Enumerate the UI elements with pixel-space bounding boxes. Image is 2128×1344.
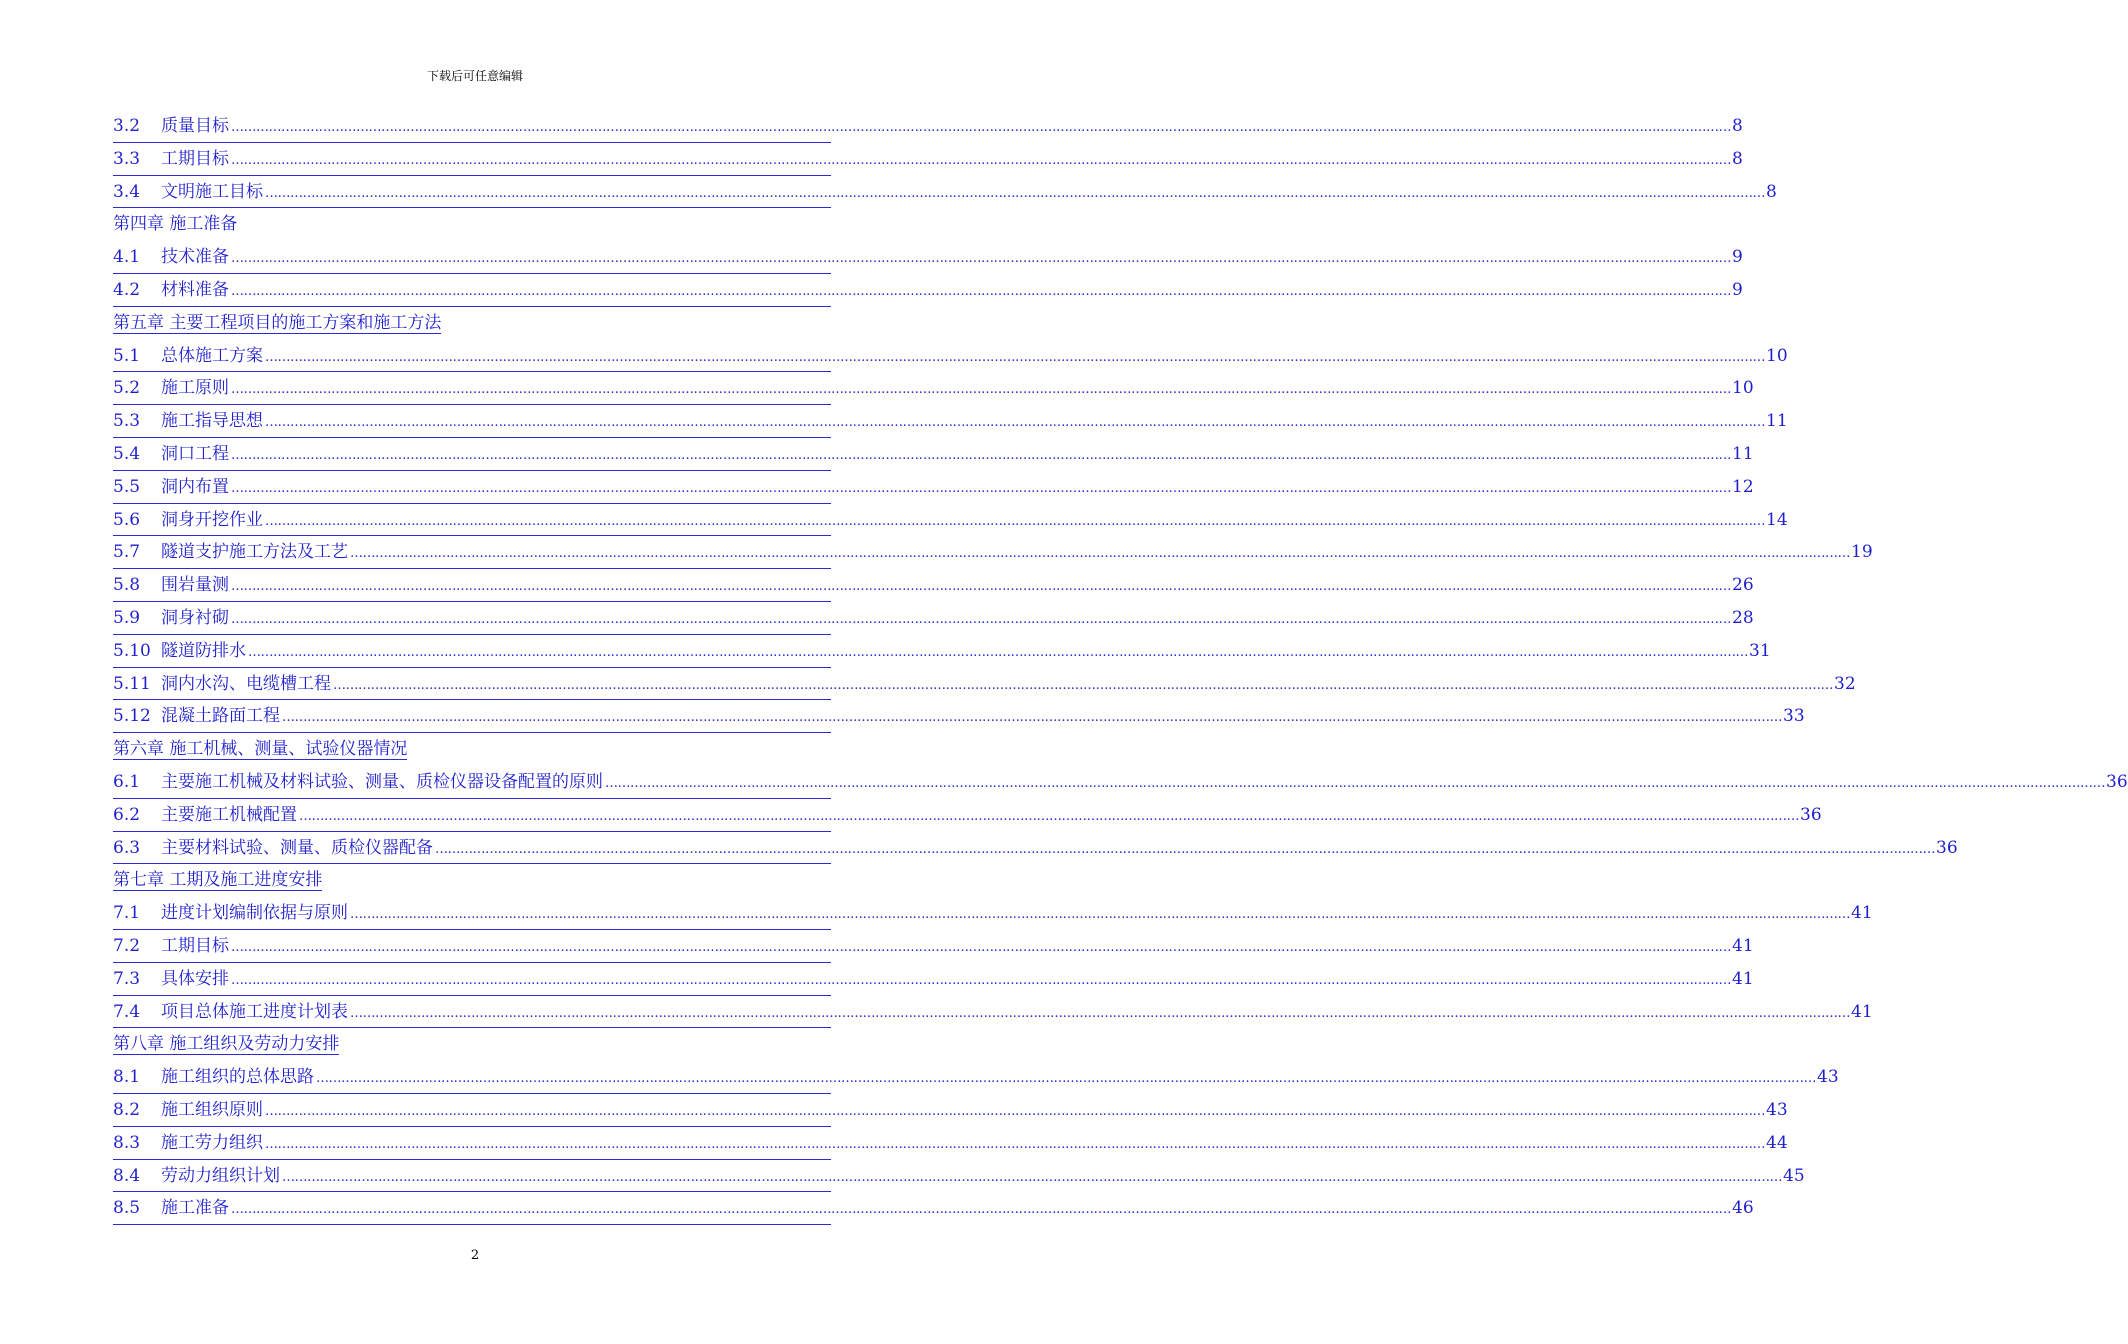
table-of-contents: [113, 110, 2128, 1225]
dot-leader: ………………………………………………………………………………………………………………………………………………………………………………………………………………………………………………………………………………………………………………………………: [350, 546, 1850, 562]
section-number: 4.2: [113, 279, 141, 300]
toc-chapter-heading[interactable]: [113, 733, 831, 766]
chapter-title: 第八章 施工组织及劳动力安排: [113, 1034, 340, 1055]
section-number: 8.1: [113, 1067, 141, 1088]
section-number: 3.3: [113, 148, 141, 169]
page-ref: 36: [2106, 771, 2128, 792]
toc-entry-link[interactable]: [113, 635, 1771, 668]
dot-leader: ………………………………………………………………………………………………………………………………………………………………………………………………………………………………………………………………………………………………………………………………: [231, 152, 1731, 168]
section-title: 主要施工机械及材料试验、测量、质检仪器设备配置的原则: [161, 771, 603, 792]
toc-entry-link[interactable]: [113, 241, 1743, 274]
dot-leader: ………………………………………………………………………………………………………………………………………………………………………………………………………………………………………………………………………………………………………………………………: [299, 808, 1799, 824]
toc-entry-link[interactable]: [113, 700, 1805, 733]
toc-entry-link[interactable]: [113, 504, 1788, 537]
dot-leader: ………………………………………………………………………………………………………………………………………………………………………………………………………………………………………………………………………………………………………………………………: [435, 841, 1935, 857]
section-number: 5.7: [113, 542, 141, 563]
dot-leader: ………………………………………………………………………………………………………………………………………………………………………………………………………………………………………………………………………………………………………………………………: [333, 677, 1833, 693]
section-number: 5.4: [113, 443, 141, 464]
toc-entry-link[interactable]: [113, 143, 1743, 176]
section-number: 8.5: [113, 1198, 141, 1219]
section-title: 围岩量测: [161, 575, 229, 596]
toc-chapter-heading[interactable]: [113, 307, 831, 340]
toc-entry-link[interactable]: [113, 963, 1754, 996]
dot-leader: ………………………………………………………………………………………………………………………………………………………………………………………………………………………………………………………………………………………………………………………………: [265, 349, 1765, 365]
section-title: 洞口工程: [161, 443, 229, 464]
toc-chapter-heading[interactable]: [113, 1028, 831, 1061]
chapter-title: 第四章 施工准备: [113, 214, 238, 235]
section-number: 5.11: [113, 673, 151, 694]
dot-leader: ………………………………………………………………………………………………………………………………………………………………………………………………………………………………………………………………………………………………………………………………: [605, 775, 2105, 791]
dot-leader: ………………………………………………………………………………………………………………………………………………………………………………………………………………………………………………………………………………………………………………………………: [265, 185, 1765, 201]
chapter-title: 第五章 主要工程项目的施工方案和施工方法: [113, 312, 442, 333]
section-number: 6.2: [113, 804, 141, 825]
section-title: 洞身衬砌: [161, 607, 229, 628]
dot-leader: ………………………………………………………………………………………………………………………………………………………………………………………………………………………………………………………………………………………………………………………………: [231, 1202, 1731, 1218]
chapter-title: 第六章 施工机械、测量、试验仪器情况: [113, 739, 408, 760]
page-number: 2: [470, 1248, 480, 1263]
section-title: 项目总体施工进度计划表: [161, 1001, 348, 1022]
section-number: 5.1: [113, 345, 141, 366]
section-title: 洞身开挖作业: [161, 509, 263, 530]
toc-entry-link[interactable]: [113, 1160, 1805, 1193]
toc-entry-link[interactable]: [113, 274, 1743, 307]
dot-leader: ………………………………………………………………………………………………………………………………………………………………………………………………………………………………………………………………………………………………………………………………: [248, 644, 1748, 660]
toc-entry-link[interactable]: [113, 1127, 1788, 1160]
page-ref: 12: [1732, 476, 1754, 497]
toc-entry-link[interactable]: [113, 799, 1822, 832]
page-ref: 9: [1732, 279, 1743, 300]
section-number: 4.1: [113, 247, 141, 268]
dot-leader: ………………………………………………………………………………………………………………………………………………………………………………………………………………………………………………………………………………………………………………………………: [265, 415, 1765, 431]
page-ref: 10: [1766, 345, 1788, 366]
toc-entry-link[interactable]: [113, 110, 1743, 143]
dot-leader: ………………………………………………………………………………………………………………………………………………………………………………………………………………………………………………………………………………………………………………………………: [231, 251, 1731, 267]
toc-entry-link[interactable]: [113, 405, 1788, 438]
toc-chapter-heading[interactable]: [113, 864, 831, 897]
chapter-title: 第七章 工期及施工进度安排: [113, 870, 323, 891]
toc-entry-link[interactable]: [113, 438, 1754, 471]
toc-entry-link[interactable]: [113, 340, 1788, 373]
dot-leader: ………………………………………………………………………………………………………………………………………………………………………………………………………………………………………………………………………………………………………………………………: [231, 939, 1731, 955]
page-ref: 10: [1732, 378, 1754, 399]
page-ref: 28: [1732, 607, 1754, 628]
page-ref: 36: [1800, 804, 1822, 825]
section-number: 8.3: [113, 1132, 141, 1153]
page-ref: 33: [1783, 706, 1805, 727]
toc-entry-link[interactable]: [113, 1061, 1839, 1094]
section-title: 文明施工目标: [161, 181, 263, 202]
section-number: 7.4: [113, 1001, 141, 1022]
dot-leader: ………………………………………………………………………………………………………………………………………………………………………………………………………………………………………………………………………………………………………………………………: [231, 480, 1731, 496]
page-ref: 44: [1766, 1132, 1788, 1153]
dot-leader: ………………………………………………………………………………………………………………………………………………………………………………………………………………………………………………………………………………………………………………………………: [265, 1103, 1765, 1119]
section-title: 主要施工机械配置: [161, 804, 297, 825]
section-number: 8.4: [113, 1165, 141, 1186]
toc-entry-link[interactable]: [113, 1192, 1754, 1225]
page-ref: 11: [1766, 411, 1788, 432]
page-ref: 41: [1851, 1001, 1873, 1022]
page-ref: 8: [1766, 181, 1777, 202]
dot-leader: ………………………………………………………………………………………………………………………………………………………………………………………………………………………………………………………………………………………………………………………………: [282, 710, 1782, 726]
section-number: 8.2: [113, 1099, 141, 1120]
dot-leader: ………………………………………………………………………………………………………………………………………………………………………………………………………………………………………………………………………………………………………………………………: [231, 120, 1731, 135]
section-title: 质量目标: [161, 116, 229, 136]
section-number: 6.3: [113, 837, 141, 858]
toc-entry-link[interactable]: [113, 372, 1754, 405]
dot-leader: ………………………………………………………………………………………………………………………………………………………………………………………………………………………………………………………………………………………………………………………………: [265, 1136, 1765, 1152]
toc-entry-link[interactable]: [113, 996, 1873, 1029]
page-ref: 14: [1766, 509, 1788, 530]
page-ref: 32: [1834, 673, 1856, 694]
toc-entry-link[interactable]: [113, 176, 1777, 209]
section-number: 5.8: [113, 575, 141, 596]
page-ref: 8: [1732, 116, 1743, 136]
section-title: 施工劳力组织: [161, 1132, 263, 1153]
dot-leader: ………………………………………………………………………………………………………………………………………………………………………………………………………………………………………………………………………………………………………………………………: [282, 1169, 1782, 1185]
page-ref: 26: [1732, 575, 1754, 596]
page-ref: 46: [1732, 1198, 1754, 1219]
section-title: 隧道支护施工方法及工艺: [161, 542, 348, 563]
page-ref: 9: [1732, 247, 1743, 268]
section-title: 洞内水沟、电缆槽工程: [161, 673, 331, 694]
section-number: 5.12: [113, 706, 151, 727]
section-title: 劳动力组织计划: [161, 1165, 280, 1186]
section-title: 施工原则: [161, 378, 229, 399]
dot-leader: ………………………………………………………………………………………………………………………………………………………………………………………………………………………………………………………………………………………………………………………………: [231, 611, 1731, 627]
section-title: 施工准备: [161, 1198, 229, 1219]
page-ref: 31: [1749, 640, 1771, 661]
page-ref: 41: [1732, 935, 1754, 956]
section-number: 5.5: [113, 476, 141, 497]
toc-chapter-heading: [113, 208, 831, 241]
toc-entry-link[interactable]: [113, 602, 1754, 635]
section-number: 7.2: [113, 935, 141, 956]
page-ref: 41: [1732, 968, 1754, 989]
section-title: 施工指导思想: [161, 411, 263, 432]
section-number: 5.3: [113, 411, 141, 432]
section-number: 3.4: [113, 181, 141, 202]
section-title: 隧道防排水: [161, 640, 246, 661]
toc-entry-link[interactable]: [113, 471, 1754, 504]
toc-entry-link[interactable]: [113, 569, 1754, 602]
dot-leader: ………………………………………………………………………………………………………………………………………………………………………………………………………………………………………………………………………………………………………………………………: [231, 382, 1731, 398]
section-title: 混凝土路面工程: [161, 706, 280, 727]
section-number: 7.3: [113, 968, 141, 989]
dot-leader: ………………………………………………………………………………………………………………………………………………………………………………………………………………………………………………………………………………………………………………………………: [316, 1071, 1816, 1087]
section-title: 材料准备: [161, 279, 229, 300]
toc-entry-link[interactable]: [113, 668, 1856, 701]
page-ref: 19: [1851, 542, 1873, 563]
section-title: 技术准备: [161, 247, 229, 268]
page-ref: 45: [1783, 1165, 1805, 1186]
toc-entry-link[interactable]: [113, 1094, 1788, 1127]
dot-leader: ………………………………………………………………………………………………………………………………………………………………………………………………………………………………………………………………………………………………………………………………: [231, 447, 1731, 463]
section-number: 5.9: [113, 607, 141, 628]
section-title: 施工组织原则: [161, 1099, 263, 1120]
section-number: 3.2: [113, 116, 141, 136]
section-title: 工期目标: [161, 148, 229, 169]
section-number: 5.6: [113, 509, 141, 530]
page-ref: 11: [1732, 443, 1754, 464]
section-title: 洞内布置: [161, 476, 229, 497]
dot-leader: ………………………………………………………………………………………………………………………………………………………………………………………………………………………………………………………………………………………………………………………………: [265, 513, 1765, 529]
section-title: 工期目标: [161, 935, 229, 956]
toc-entry-link[interactable]: [113, 897, 1873, 930]
page-header: 下载后可任意编辑: [426, 69, 523, 83]
dot-leader: ………………………………………………………………………………………………………………………………………………………………………………………………………………………………………………………………………………………………………………………………: [350, 907, 1850, 923]
toc-entry-link[interactable]: [113, 536, 1873, 569]
dot-leader: ………………………………………………………………………………………………………………………………………………………………………………………………………………………………………………………………………………………………………………………………: [231, 283, 1731, 299]
section-title: 主要材料试验、测量、质检仪器配备: [161, 837, 433, 858]
dot-leader: ………………………………………………………………………………………………………………………………………………………………………………………………………………………………………………………………………………………………………………………………: [231, 972, 1731, 988]
section-number: 5.2: [113, 378, 141, 399]
page-ref: 36: [1936, 837, 1958, 858]
dot-leader: ………………………………………………………………………………………………………………………………………………………………………………………………………………………………………………………………………………………………………………………………: [350, 1005, 1850, 1021]
toc-entry-link[interactable]: [113, 766, 2128, 799]
toc-entry-link[interactable]: [113, 930, 1754, 963]
section-title: 总体施工方案: [161, 345, 263, 366]
page-ref: 43: [1817, 1067, 1839, 1088]
toc-entry-link[interactable]: [113, 832, 1958, 865]
section-number: 6.1: [113, 771, 141, 792]
page-ref: 41: [1851, 903, 1873, 924]
section-number: 7.1: [113, 903, 141, 924]
section-title: 具体安排: [161, 968, 229, 989]
section-title: 进度计划编制依据与原则: [161, 903, 348, 924]
page-ref: 8: [1732, 148, 1743, 169]
section-title: 施工组织的总体思路: [161, 1067, 314, 1088]
dot-leader: ………………………………………………………………………………………………………………………………………………………………………………………………………………………………………………………………………………………………………………………………: [231, 579, 1731, 595]
section-number: 5.10: [113, 640, 151, 661]
page-ref: 43: [1766, 1099, 1788, 1120]
